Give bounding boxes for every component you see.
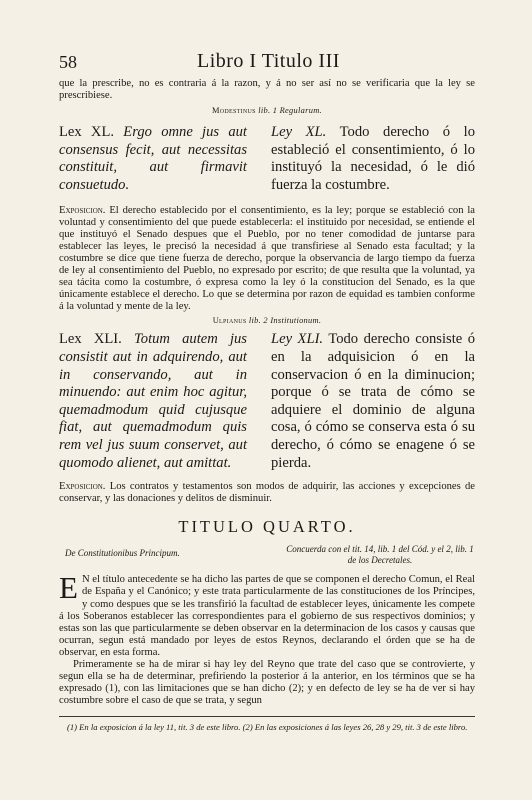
body-paragraph-2: Primeramente se ha de mirar si hay ley del Reyno que trate del caso que se controvierte, y segun ella se ha de determinar, prefiriendo la posterior á la anterior, en los términos que se ha expresado (1), con las limitaciones que se han dicho (2); y en defecto de ley se ha de ver si hay costumbre sobre el caso de que se trata, y segun [59,659,475,707]
body-paragraph-1 [59,570,475,659]
page-number: 58 [59,52,77,72]
attribution-author: Ulpianus [212,316,247,326]
page-content [59,52,475,733]
top-paragraph: que la prescribe, no es contraria á la razon, y á no ser así no se verificaria que la ley se prescribiese. [59,78,475,102]
section-subheading [59,544,475,565]
exposicion-label: Exposicion. [59,481,106,493]
attribution-modestinus [59,106,475,115]
exposicion-41-text: Los contratos y testamentos son modos de adquirir, las acciones y excepciones de conservar, y las donaciones y delitos de disminuir. [59,481,476,505]
subtitle-latin: De Constitutionibus Principum. [65,548,180,559]
running-head: Libro I Titulo III [197,50,340,72]
drop-cap: E [59,570,78,606]
lex-41-block [59,331,475,472]
exposicion-40 [59,205,475,314]
ley-40-spanish-text: Todo derecho ó lo estableció el consentimiento, ó lo instituyó la necesidad, ó le dió fuerza la costumbre. [271,124,476,193]
lex-40-block [59,124,475,194]
exposicion-41 [59,481,475,505]
attribution-ulpianus [59,316,475,325]
ley-41-spanish [271,331,475,472]
lex-40-latin [59,124,247,194]
section-title: TITULO QUARTO. [178,517,356,537]
section-body [59,570,475,707]
body-paragraph-1-text: N el título antecedente se ha dicho las partes de que se componen el derecho Comun, el Real de España y el Canónico; y este trata particularmente de las constituciones de los Príncipes, y como despues que se les transfirió la facultad de establecer leyes, únicamente les compete á los Soberanos establecer las correspondientes para el gobierno de sus respectivos dominios; y estas son las que particularmente se deben observar en la determinacion de los casos y causas que ocurran, segun está mandado por leyes de estos Reynos, declarando el órden que se ha de observar, en esta forma. [59,574,475,658]
footnote: (1) En la exposicion á la ley 11, tit. 3 de este libro. (2) En las exposiciones á las leyes 26, 28 y 29, tit. 3 de este libro. [67,722,468,733]
lex-41-latin-label: Lex XLI. [59,331,122,348]
ley-40-spanish-label: Ley XL. [271,124,327,141]
lex-40-latin-label: Lex XL. [59,124,115,141]
lex-41-latin [59,331,247,472]
ley-41-spanish-text: Todo derecho consiste ó en la adquisicion ó en la conservacion ó en la diminucion; porque ó se trata de cómo se adquiere el dominio de alguna cosa, ó cómo se conserva esta ó su derecho, ó cómo se enagene ó se pierda. [271,331,476,471]
lex-40-latin-text: Ergo omne jus aut consensus fecit, aut necessitas constituit, aut firmavit consuetudo. [59,124,247,193]
page-header [59,52,475,78]
exposicion-40-text: El derecho establecido por el consentimiento, es la ley; porque se estableció con la voluntad y consentimiento del que puede establecerla: el instituido por necesidad, se entiende el que instituyó el Senado despues que el Pueblo, por no tener comodidad de juntarse para establecer las leyes, le precisó la necesidad á que transfiriese al Senado esta facultad; y la costumbre se dice que tiene fuerza de derecho, porque la observancia de largo tiempo da fuerza de ley al consentimiento del Pueblo, no expresado por escrito; de que resulta que la voluntad, ya sea tácita como la costumbre, ó expresa como la ley ó la constitucion del Senado, es la que únicamente establece el derecho. Lo que se determina por razon de equidad es tambien conforme á la voluntad y mente de la ley. [59,204,475,313]
exposicion-label: Exposicion. [59,204,106,216]
ley-40-spanish [271,124,475,194]
attribution-source: lib. 2 Institutionum. [248,316,322,326]
attribution-author: Modestinus [212,106,256,116]
subtitle-concordance: Concuerda con el tit. 14, lib. 1 del Cód. y el 2, lib. 1 de los Decretales. [286,544,474,565]
footnote-rule [59,716,475,717]
lex-41-latin-text: Totum autem jus consistit aut in adquirendo, aut in conservando, aut in minuendo: aut enim hoc agitur, quemadmodum quid cujusque fiat, aut quemadmodum quis rem vel jus suum conservet, aut quomodo alienet, aut amittat. [59,331,247,471]
attribution-source: lib. 1 Regularum. [258,106,322,116]
ley-41-spanish-label: Ley XLI. [271,331,324,348]
